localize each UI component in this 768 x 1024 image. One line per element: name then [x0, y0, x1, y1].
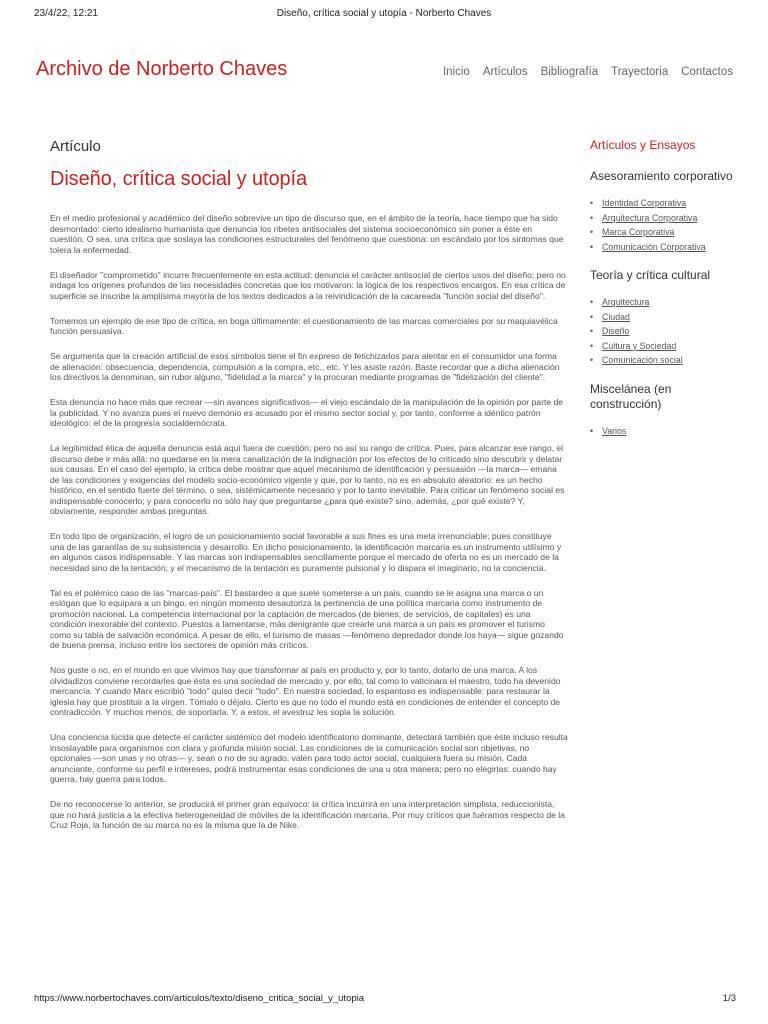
- article-paragraph: La legitimidad ética de aquella denuncia está aquí fuera de cuestión; pero no así su rango de crítica. Pues, para alcanzar ese rango, el discurso debe ir más allá: no quedarse en la mera canalización de la indignación por los efectos de lo criticado sino descubrir y delatar sus causas. En el caso del ejemplo, la crítica debe mostrar que aquel mecanismo de identificación y persuasión —la marca— emana de las condiciones y exigencias del modelo socio-económico vigente y que, por lo tanto, no es en absoluto aleatorio: es un hecho histórico, en el sentido fuerte del término, o sea, sistémicamente necesario y por lo tanto inevitable. Para criticar un fenómeno social es indispensable conocerlo; y para conocerlo no sólo hay que preguntarse ¿para qué existe? sino, además, ¿por qué existe? Y, obviamente, responder ambas preguntas.: [50, 443, 565, 516]
- site-title[interactable]: Archivo de Norberto Chaves: [36, 58, 288, 80]
- sidebar-link-cultura-y-sociedad[interactable]: Cultura y Sociedad: [602, 340, 677, 351]
- sidebar-link-arquitectura-corporativa[interactable]: Arquitectura Corporativa: [602, 212, 698, 223]
- sidebar-link-item: [590, 424, 740, 439]
- bullet-icon: •: [590, 355, 594, 365]
- bullet-icon: •: [590, 311, 594, 322]
- nav-item-inicio[interactable]: Inicio: [442, 66, 470, 78]
- bullet-icon: •: [590, 212, 594, 223]
- bullet-icon: •: [590, 297, 594, 307]
- sidebar-link-list: [590, 424, 740, 439]
- nav-item-bibliografia[interactable]: Bibliografía: [540, 66, 599, 78]
- article-paragraph: Esta denuncia no hace más que recrear —sin avances significativos— el viejo escándalo de la manipulación de la opinión por parte de la publicidad. Y no avanza pues el nuevo demonio es acusado por el mismo sector social y, por tanto, conforme a idéntico patrón ideológico: el de la progresía socialdemócrata.: [50, 397, 564, 428]
- article-paragraph: El diseñador "comprometido" incurre frecuentemente en esta actitud: denuncia el carácter antisocial de ciertos usos del diseño; pero no indaga los orígenes profundos de las necesidades concretas que los motivaron: la lógica de los respectivos encargos. En esa crítica de superficie se inscribe la amplísima mayoría de los textos dedicados a la reivindicación de la cacareada "función social del diseño".: [50, 269, 566, 301]
- sidebar-link-ciudad[interactable]: Ciudad: [602, 311, 630, 322]
- print-page-number: 1/3: [722, 993, 736, 1004]
- sidebar-link-list: [590, 295, 740, 368]
- sidebar-link-item: [590, 310, 740, 325]
- print-url: https://www.norbertochaves.com/articulos/texto/diseno_critica_social_y_utopia: [34, 993, 365, 1004]
- sidebar-link-item: [590, 240, 740, 255]
- sidebar-section-title: Asesoramiento corporativo: [590, 169, 733, 183]
- article-paragraph: De no reconocerse lo anterior, se producirá el primer gran equívoco: la crítica incurrirá en una interpretación simplista, reduccionista, que no hará justicia a la efectiva heterogeneidad de móviles de la identificación marcaria. Por muy críticos que fuéramos respecto de la Cruz Roja, la función de su marca no es la misma que la de Nike.: [50, 799, 565, 830]
- sidebar-link-item: [590, 295, 740, 310]
- article-paragraph: Una conciencia lúcida que detecte el carácter sistémico del modelo identificatorio dominante, detectará también que éste incluso resulta insoslayable para organismos con clara y profunda misión social. Las condiciones de la comunicación social son objetivas, no opcionales —son unas y no otras— y, sean o no de su agrado, valen para todo actor social, cualquiera fuera su misión. Cada anunciante, conforme su perfil e intereses, podrá instrumentar esas condiciones de una u otra manera; pero no elegirlas: cuando hay guerra, hay guerra para todos.: [50, 732, 568, 784]
- main-nav: [443, 66, 733, 78]
- article-paragraph: Nos guste o no, en el mundo en que vivimos hay que transformar al país en producto y, por lo tanto, dotarlo de una marca. A los olvidadizos conviene recordarles que ésta es una sociedad de mercado y, por ello, tal como lo vaticinara el maestro, todo ha devenido mercancía. Y cuando Marx escribió "todo" quiso decir "todo". En nuestra sociedad, lo espantoso es indispensable: para restaurar la iglesia hay que prostituir a la virgen. Tómalo o déjalo. Cierto es que no todo el mundo está en condiciones de entender el concepto de contradicción. Y muchos menos, de soportarla. Y, a estos, el avestruz les sopla la solución.: [50, 665, 561, 717]
- sidebar-link-item: [590, 196, 740, 211]
- sidebar-link-item: [590, 225, 740, 240]
- sidebar-link-comunicacion-corporativa[interactable]: Comunicación Corporativa: [602, 241, 706, 252]
- sidebar-link-item: [590, 353, 740, 368]
- print-header: [0, 0, 768, 30]
- nav-item-articulos[interactable]: Artículos: [482, 66, 528, 78]
- article-paragraph: Tal es el polémico caso de las "marcas-país". El bastardeo a que suele someterse a un país, cuando se le asigna una marca o un eslógan que lo equipara a un bingo, en ningún momento desautoriza la pertinencia de una política marcaria como instrumento de promoción nacional. La competencia internacional por la captación de mercados (de bienes, de servicios, de capitales) es una condición inexorable del contexto. Puestos a lamentarse, más denigrante que crearle una marca a un país es promover el turismo como su tabla de salvación económica. A pesar de ello, el turismo de masas —fenómeno depredador donde los haya— sigue gozando de buena prensa, incluso entre los sectores de opinión más críticos.: [50, 587, 564, 650]
- bullet-icon: •: [590, 227, 594, 237]
- nav-item-trayectoria[interactable]: Trayectoria: [611, 66, 669, 78]
- sidebar-link-list: [590, 196, 740, 254]
- article-body: [50, 213, 568, 831]
- sidebar-link-marca-corporativa[interactable]: Marca Corporativa: [602, 227, 675, 237]
- print-date: 23/4/22, 12:21: [34, 8, 98, 19]
- sidebar-link-diseno[interactable]: Diseño: [602, 326, 630, 336]
- article-paragraph: Se argumenta que la creación artificial de esos símbolos tiene el fin expreso de fetichizarlos para alentar en el consumidor una forma de alienación: obsecuencia, dependencia, compulsión a la compra, etc., etc. Y les asiste razón. Baste recordar que a dicha alienación los directivos la denominan, sin rubor alguno, "fidelidad a la marca" y la procuran mediante programas de "fidelización del cliente".: [50, 351, 560, 382]
- sidebar-link-identidad-corporativa[interactable]: Identidad Corporativa: [602, 198, 687, 208]
- article-paragraph: En todo tipo de organización, el logro de un posicionamiento social favorable a sus fines es una meta irrenunciable; pues constituye una de las garantías de su subsistencia y desarrollo. En dicho posicionamiento, la identificación marcaria es un instrumento utilísimo y en algunos casos indispensable. Y las marcas son indispensables sencillamente porque el mercado de oferta no es un mercado de la necesidad sino de la tentación; y el mecanismo de la tentación es puramente pulsional y lo dispara el imaginario, no la conciencia.: [50, 531, 562, 573]
- sidebar-link-item: [590, 339, 740, 354]
- print-footer: [0, 993, 768, 1013]
- print-document-title: Diseño, crítica social y utopía - Norberto Chaves: [276, 8, 492, 19]
- bullet-icon: •: [590, 425, 594, 436]
- bullet-icon: •: [590, 326, 594, 336]
- sidebar-heading: Artículos y Ensayos: [590, 138, 696, 152]
- sidebar-link-varios[interactable]: Varios: [602, 425, 627, 436]
- sidebar-link-item: [590, 211, 740, 226]
- sidebar-link-comunicacion-social[interactable]: Comunicación social: [602, 355, 683, 365]
- sidebar-section-title: Miscelánea (en construcción): [590, 381, 672, 411]
- bullet-icon: •: [590, 241, 594, 252]
- article: [50, 138, 568, 845]
- bullet-icon: •: [590, 198, 594, 208]
- sidebar-link-arquitectura[interactable]: Arquitectura: [602, 297, 650, 307]
- bullet-icon: •: [590, 340, 594, 351]
- sidebar: [590, 138, 740, 452]
- sidebar-link-item: [590, 324, 740, 339]
- article-kicker: Artículo: [50, 138, 101, 155]
- sidebar-section-title: Teoría y crítica cultural: [590, 268, 711, 282]
- nav-item-contactos[interactable]: Contactos: [681, 66, 733, 78]
- article-title: Diseño, crítica social y utopía: [50, 168, 308, 190]
- article-paragraph: En el medio profesional y académico del diseño sobrevive un tipo de discurso que, en el ámbito de la teoría, hace tiempo que ha sido desmontado: cierto idealismo humanista que denuncia los ribetes antisociales del sistema socioeconómico sin poner a éste en cuestión. O sea, una crítica que soslaya las condiciones estructurales del fenómeno que cuestiona: un escándalo por los síntomas que tolera la enfermedad.: [50, 213, 564, 255]
- article-paragraph: Tomemos un ejemplo de ese tipo de crítica, en boga últimamente: el cuestionamiento de las marcas comerciales por su maquiavélica función persuasiva.: [50, 315, 558, 336]
